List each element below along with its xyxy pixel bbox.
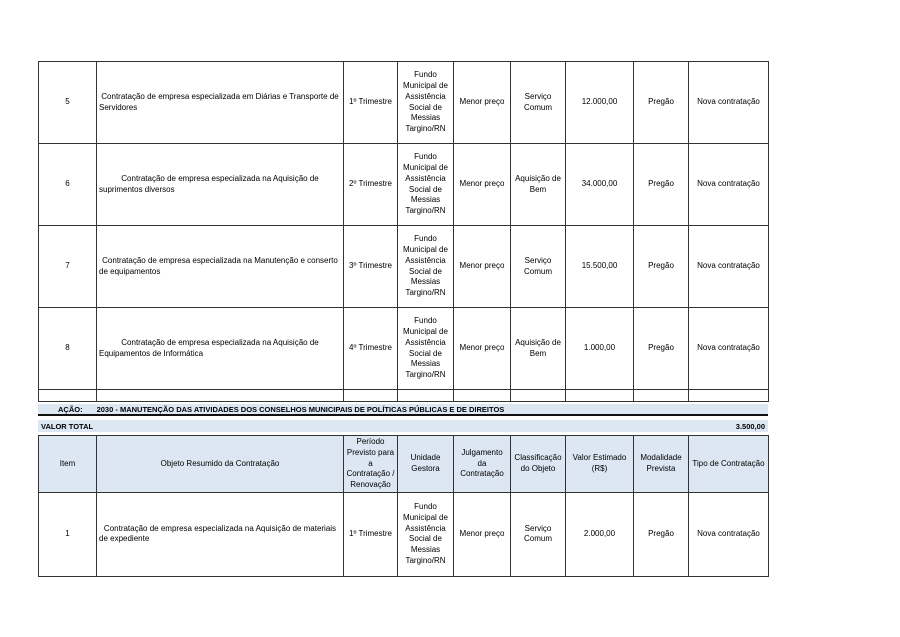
header-valor-estimado: Valor Estimado (R$) — [566, 436, 634, 493]
cell-objeto: Contratação de empresa especializada em Diárias e Transporte de Servidores — [97, 62, 344, 144]
cell-classificacao: Aquisição de Bem — [511, 308, 566, 390]
header-unidade-gestora: Unidade Gestora — [398, 436, 454, 493]
cell-tipo-contratacao: Nova contratação — [689, 226, 769, 308]
cell-julgamento: Menor preço — [454, 144, 511, 226]
cell-empty — [511, 390, 566, 402]
cell-objeto: Contratação de empresa especializada na Aquisição de materiais de expediente — [97, 492, 344, 576]
cell-valor-estimado: 15.500,00 — [566, 226, 634, 308]
table-row — [39, 144, 769, 226]
cell-empty — [689, 390, 769, 402]
valor-total-bar — [38, 420, 768, 432]
table-row — [39, 308, 769, 390]
table-row — [39, 492, 769, 576]
cell-item: 8 — [39, 308, 97, 390]
valor-total-label: VALOR TOTAL — [41, 421, 94, 431]
cell-julgamento: Menor preço — [454, 492, 511, 576]
acao-bar — [38, 404, 768, 416]
cell-empty — [634, 390, 689, 402]
cell-item: 1 — [39, 492, 97, 576]
table-header-row — [39, 436, 769, 493]
procurement-table-upper — [38, 61, 769, 402]
cell-periodo: 4º Trimestre — [344, 308, 398, 390]
cell-modalidade: Pregão — [634, 226, 689, 308]
cell-valor-estimado: 34.000,00 — [566, 144, 634, 226]
cell-periodo: 1º Trimestre — [344, 62, 398, 144]
cell-julgamento: Menor preço — [454, 62, 511, 144]
cell-tipo-contratacao: Nova contratação — [689, 492, 769, 576]
cell-valor-estimado: 2.000,00 — [566, 492, 634, 576]
table-row-empty — [39, 390, 769, 402]
cell-periodo: 1º Trimestre — [344, 492, 398, 576]
cell-classificacao: Serviço Comum — [511, 226, 566, 308]
acao-label: AÇÃO: — [58, 404, 83, 414]
acao-value: 2030 - MANUTENÇÃO DAS ATIVIDADES DOS CONSELHOS MUNICIPAIS DE POLÍTICAS PÚBLICAS E DE DIREITOS — [96, 404, 505, 414]
cell-unidade-gestora: Fundo Municipal de Assistência Social de Messias Targino/RN — [398, 62, 454, 144]
cell-unidade-gestora: Fundo Municipal de Assistência Social de Messias Targino/RN — [398, 226, 454, 308]
procurement-table-lower — [38, 435, 769, 577]
cell-unidade-gestora: Fundo Municipal de Assistência Social de Messias Targino/RN — [398, 492, 454, 576]
cell-item: 6 — [39, 144, 97, 226]
cell-valor-estimado: 12.000,00 — [566, 62, 634, 144]
cell-empty — [566, 390, 634, 402]
cell-modalidade: Pregão — [634, 62, 689, 144]
cell-julgamento: Menor preço — [454, 226, 511, 308]
cell-julgamento: Menor preço — [454, 308, 511, 390]
cell-modalidade: Pregão — [634, 144, 689, 226]
table-row — [39, 62, 769, 144]
header-objeto: Objeto Resumido da Contratação — [97, 436, 344, 493]
cell-tipo-contratacao: Nova contratação — [689, 62, 769, 144]
valor-total-value: 3.500,00 — [735, 421, 765, 431]
cell-item: 5 — [39, 62, 97, 144]
cell-periodo: 2º Trimestre — [344, 144, 398, 226]
cell-empty — [344, 390, 398, 402]
cell-tipo-contratacao: Nova contratação — [689, 308, 769, 390]
header-item: Item — [39, 436, 97, 493]
cell-objeto: Contratação de empresa especializada na Aquisição de suprimentos diversos — [97, 144, 344, 226]
cell-classificacao: Aquisição de Bem — [511, 144, 566, 226]
cell-item: 7 — [39, 226, 97, 308]
cell-periodo: 3º Trimestre — [344, 226, 398, 308]
cell-unidade-gestora: Fundo Municipal de Assistência Social de Messias Targino/RN — [398, 144, 454, 226]
cell-valor-estimado: 1.000,00 — [566, 308, 634, 390]
cell-empty — [39, 390, 97, 402]
cell-modalidade: Pregão — [634, 492, 689, 576]
cell-modalidade: Pregão — [634, 308, 689, 390]
cell-tipo-contratacao: Nova contratação — [689, 144, 769, 226]
header-modalidade: Modalidade Prevista — [634, 436, 689, 493]
cell-empty — [97, 390, 344, 402]
header-classificacao: Classificação do Objeto — [511, 436, 566, 493]
header-tipo-contratacao: Tipo de Contratação — [689, 436, 769, 493]
cell-objeto: Contratação de empresa especializada na Manutenção e conserto de equipamentos — [97, 226, 344, 308]
cell-objeto: Contratação de empresa especializada na Aquisição de Equipamentos de Informática — [97, 308, 344, 390]
cell-unidade-gestora: Fundo Municipal de Assistência Social de Messias Targino/RN — [398, 308, 454, 390]
cell-empty — [454, 390, 511, 402]
cell-empty — [398, 390, 454, 402]
cell-classificacao: Serviço Comum — [511, 492, 566, 576]
header-periodo: Período Previsto para a Contratação / Renovação — [344, 436, 398, 493]
header-julgamento: Julgamento da Contratação — [454, 436, 511, 493]
cell-classificacao: Serviço Comum — [511, 62, 566, 144]
table-row — [39, 226, 769, 308]
